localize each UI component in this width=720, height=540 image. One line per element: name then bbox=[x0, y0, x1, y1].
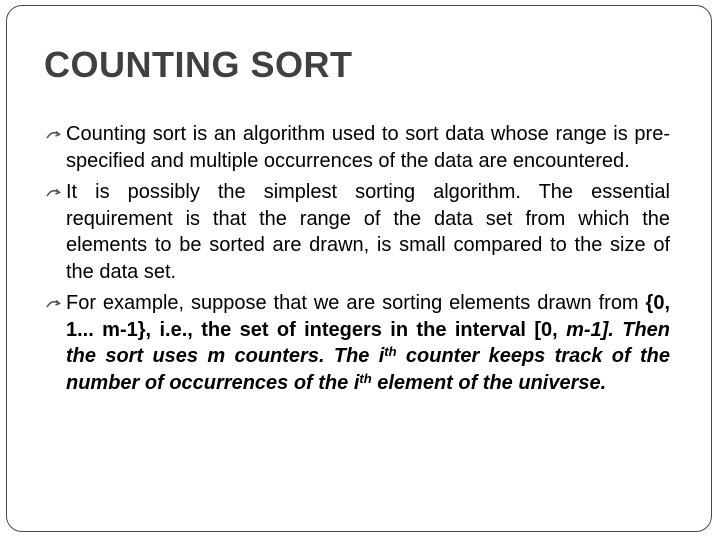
bullet-text-3-rest2: counter keeps track of the number of occurrences of the i bbox=[66, 345, 670, 394]
bullet-item-2 bbox=[46, 179, 670, 285]
bullet-text-3-rest3: element of the universe. bbox=[371, 371, 607, 394]
bullet-text-1: Counting sort is an algorithm used to sort data whose range is pre-specified and multiple occurrences of the data are encountered. bbox=[66, 123, 670, 172]
bullet-text-3-rest1: . Then the sort uses m counters. The i bbox=[66, 318, 671, 367]
bullet-text-3-sup2: th bbox=[359, 370, 372, 386]
slide-body bbox=[46, 121, 670, 401]
curved-arrow-bullet-icon bbox=[46, 187, 62, 199]
bullet-text-3-set: {0, 1... m-1} bbox=[66, 292, 670, 341]
bullet-text-2: It is possibly the simplest sorting algorithm. The essential requirement is that the range of the data set from which the elements to be sorted are drawn, is small compared to the size of the data set. bbox=[66, 181, 670, 283]
bullet-text-3-sup1: th bbox=[384, 344, 397, 359]
curved-arrow-bullet-icon bbox=[46, 129, 62, 141]
bullet-item-1 bbox=[46, 121, 670, 174]
bullet-item-3 bbox=[46, 290, 670, 396]
bullet-text-3-ie: , i.e., the set of integers in the interval [0, bbox=[145, 318, 567, 341]
bullet-text-3-lead: For example, suppose that we are sorting elements drawn from bbox=[66, 292, 646, 314]
curved-arrow-bullet-icon bbox=[46, 298, 62, 310]
slide-title: COUNTING SORT bbox=[44, 44, 353, 85]
bullet-text-3-m1: m-1] bbox=[566, 318, 609, 341]
